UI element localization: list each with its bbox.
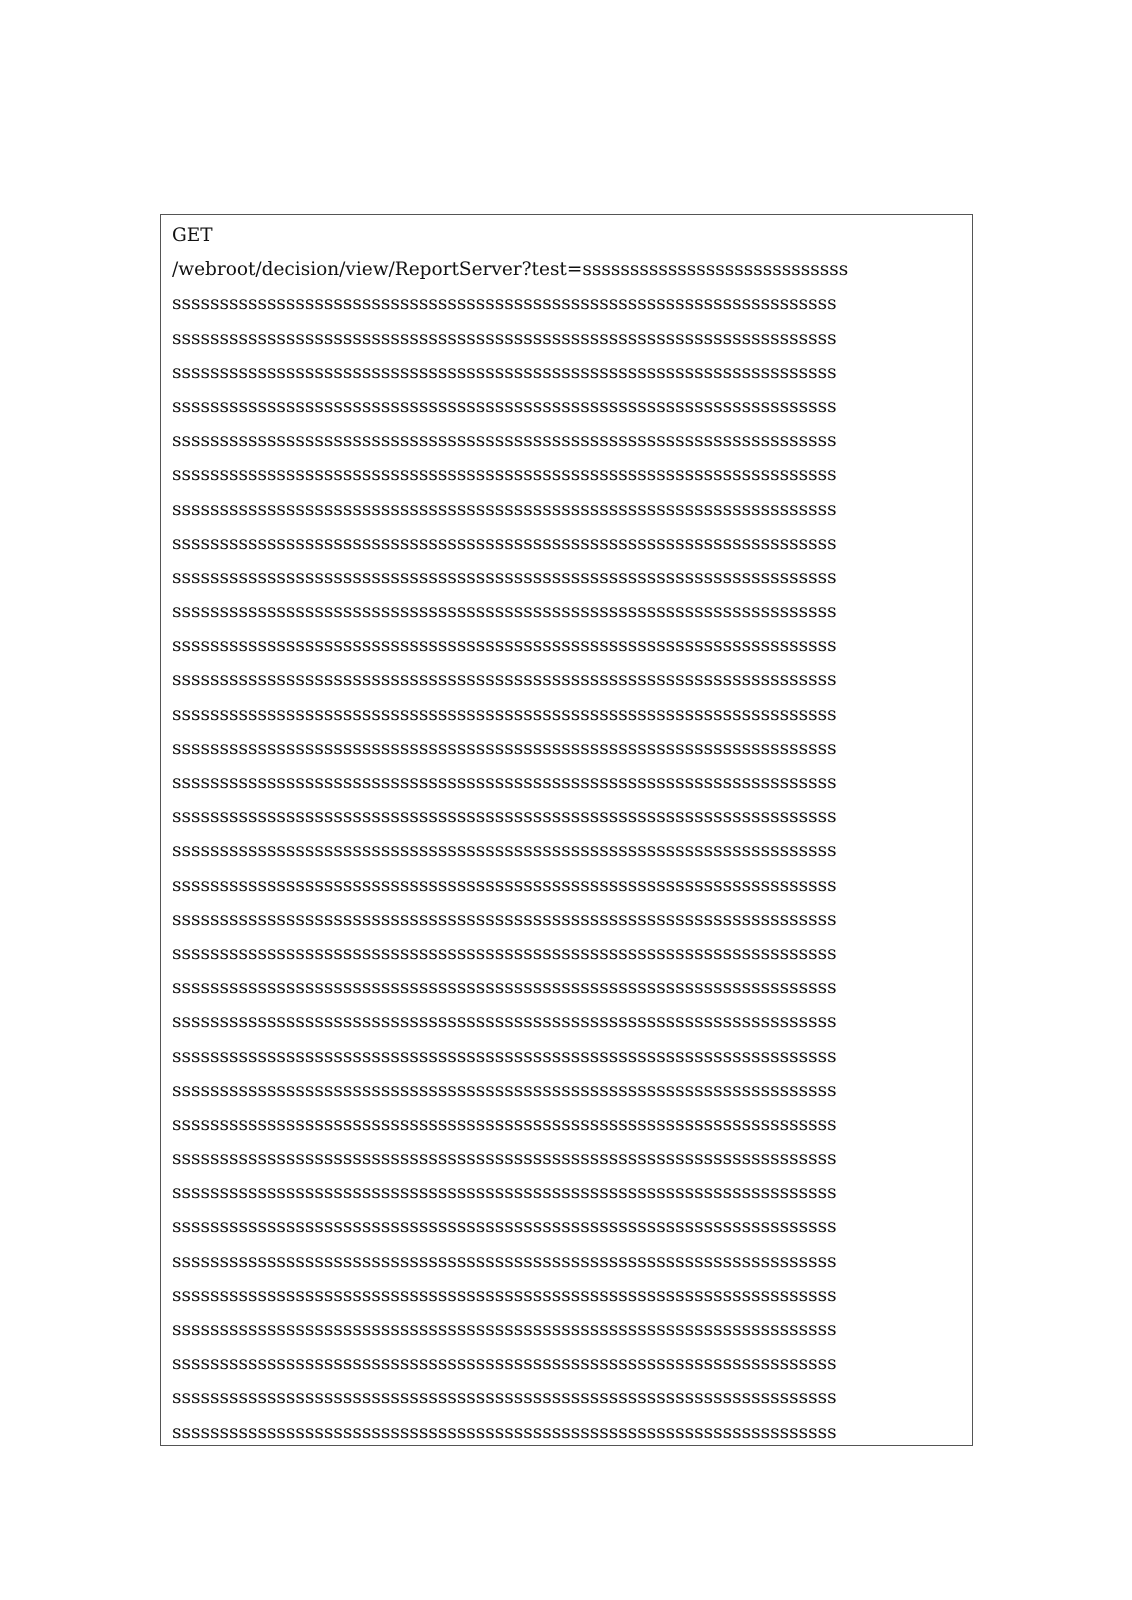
http-request-code-block: [160, 214, 973, 1446]
filler-line: ssssssssssssssssssssssssssssssssssssssssssssssssssssssssssssssssssssss: [172, 1421, 837, 1443]
filler-line: ssssssssssssssssssssssssssssssssssssssssssssssssssssssssssssssssssssss: [172, 464, 837, 486]
filler-line: ssssssssssssssssssssssssssssssssssssssssssssssssssssssssssssssssssssss: [172, 806, 837, 828]
filler-line: ssssssssssssssssssssssssssssssssssssssssssssssssssssssssssssssssssssss: [172, 908, 837, 930]
filler-line: ssssssssssssssssssssssssssssssssssssssssssssssssssssssssssssssssssssss: [172, 1079, 837, 1101]
filler-line: ssssssssssssssssssssssssssssssssssssssssssssssssssssssssssssssssssssss: [172, 1353, 837, 1375]
filler-line: ssssssssssssssssssssssssssssssssssssssssssssssssssssssssssssssssssssss: [172, 1113, 837, 1135]
query-parameter-filler: [172, 287, 962, 1446]
filler-line: ssssssssssssssssssssssssssssssssssssssssssssssssssssssssssssssssssssss: [172, 532, 837, 554]
filler-line: ssssssssssssssssssssssssssssssssssssssssssssssssssssssssssssssssssssss: [172, 430, 837, 452]
filler-line: ssssssssssssssssssssssssssssssssssssssssssssssssssssssssssssssssssssss: [172, 601, 837, 623]
filler-line: ssssssssssssssssssssssssssssssssssssssssssssssssssssssssssssssssssssss: [172, 669, 837, 691]
filler-line: ssssssssssssssssssssssssssssssssssssssssssssssssssssssssssssssssssssss: [172, 1387, 837, 1409]
filler-line: ssssssssssssssssssssssssssssssssssssssssssssssssssssssssssssssssssssss: [172, 874, 837, 896]
filler-line: ssssssssssssssssssssssssssssssssssssssssssssssssssssssssssssssssssssss: [172, 327, 837, 349]
filler-line: ssssssssssssssssssssssssssssssssssssssssssssssssssssssssssssssssssssss: [172, 635, 837, 657]
filler-line: ssssssssssssssssssssssssssssssssssssssssssssssssssssssssssssssssssssss: [172, 772, 837, 793]
filler-line: ssssssssssssssssssssssssssssssssssssssssssssssssssssssssssssssssssssss: [172, 566, 837, 588]
filler-line: ssssssssssssssssssssssssssssssssssssssssssssssssssssssssssssssssssssss: [172, 737, 837, 759]
filler-line: ssssssssssssssssssssssssssssssssssssssssssssssssssssssssssssssssssssss: [172, 977, 837, 999]
filler-line: ssssssssssssssssssssssssssssssssssssssssssssssssssssssssssssssssssssss: [172, 1250, 837, 1272]
filler-line: ssssssssssssssssssssssssssssssssssssssssssssssssssssssssssssssssssssss: [172, 361, 837, 383]
filler-line: ssssssssssssssssssssssssssssssssssssssssssssssssssssssssssssssssssssss: [172, 840, 837, 862]
filler-line: ssssssssssssssssssssssssssssssssssssssssssssssssssssssssssssssssssssss: [172, 1182, 837, 1204]
filler-line: ssssssssssssssssssssssssssssssssssssssssssssssssssssssssssssssssssssss: [172, 703, 837, 725]
filler-line: ssssssssssssssssssssssssssssssssssssssssssssssssssssssssssssssssssssss: [172, 1319, 837, 1340]
filler-line: ssssssssssssssssssssssssssssssssssssssssssssssssssssssssssssssssssssss: [172, 942, 837, 964]
filler-line: ssssssssssssssssssssssssssssssssssssssssssssssssssssssssssssssssssssss: [172, 293, 837, 315]
filler-line: ssssssssssssssssssssssssssssssssssssssssssssssssssssssssssssssssssssss: [172, 395, 837, 417]
request-method-line: GET: [172, 225, 213, 246]
filler-line: ssssssssssssssssssssssssssssssssssssssssssssssssssssssssssssssssssssss: [172, 1045, 837, 1067]
filler-line: ssssssssssssssssssssssssssssssssssssssssssssssssssssssssssssssssssssss: [172, 498, 837, 520]
request-path-line: /webroot/decision/view/ReportServer?test=ssssssssssssssssssssssssssss: [172, 259, 849, 281]
filler-line: ssssssssssssssssssssssssssssssssssssssssssssssssssssssssssssssssssssss: [172, 1148, 837, 1170]
filler-line: ssssssssssssssssssssssssssssssssssssssssssssssssssssssssssssssssssssss: [172, 1011, 837, 1033]
filler-line: ssssssssssssssssssssssssssssssssssssssssssssssssssssssssssssssssssssss: [172, 1216, 837, 1238]
filler-line: ssssssssssssssssssssssssssssssssssssssssssssssssssssssssssssssssssssss: [172, 1284, 837, 1306]
